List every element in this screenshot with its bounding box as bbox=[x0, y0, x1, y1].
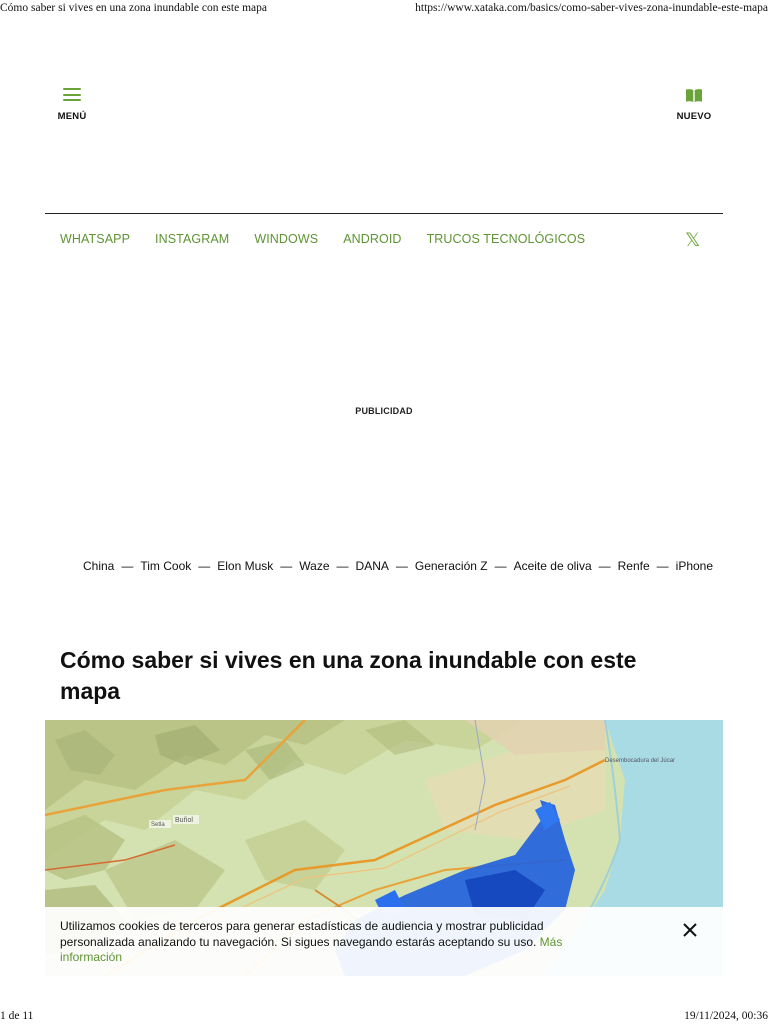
tag-separator: — bbox=[395, 559, 408, 573]
tag-link[interactable]: Renfe bbox=[617, 559, 650, 573]
tag-link[interactable]: iPhone bbox=[675, 559, 714, 573]
map-label-town: Buñol bbox=[175, 817, 193, 824]
menu-button[interactable] bbox=[56, 88, 88, 124]
cookie-message bbox=[60, 919, 620, 966]
tag-separator: — bbox=[598, 559, 611, 573]
category-nav bbox=[60, 232, 610, 246]
map-label-coast: Desembocadura del Júcar bbox=[605, 758, 676, 764]
print-page-number: 1 de 11 bbox=[0, 1010, 34, 1022]
cookie-text: Utilizamos cookies de terceros para generar estadísticas de audiencia y mostrar publicidad personalizada analizando tu navegación. Si sigues navegando estarás aceptando su uso. bbox=[60, 919, 544, 949]
tag-separator: — bbox=[336, 559, 349, 573]
book-icon bbox=[685, 88, 703, 103]
nav-item-instagram[interactable]: INSTAGRAM bbox=[155, 232, 230, 246]
nav-item-whatsapp[interactable]: WHATSAPP bbox=[60, 232, 131, 246]
tag-separator: — bbox=[494, 559, 507, 573]
tag-link[interactable]: Tim Cook bbox=[140, 559, 192, 573]
ad-label: PUBLICIDAD bbox=[355, 406, 413, 416]
tag-link[interactable]: DANA bbox=[355, 559, 389, 573]
trending-tags bbox=[83, 559, 723, 573]
menu-label: MENÚ bbox=[57, 111, 87, 122]
tag-link[interactable]: Generación Z bbox=[414, 559, 488, 573]
tag-link[interactable]: China bbox=[83, 559, 115, 573]
close-icon[interactable] bbox=[681, 921, 699, 939]
tag-link[interactable]: Elon Musk bbox=[217, 559, 274, 573]
x-icon[interactable]: 𝕏 bbox=[685, 229, 701, 251]
tag-separator: — bbox=[198, 559, 211, 573]
print-url: https://www.xataka.com/basics/como-saber-vives-zona-inundable-este-mapa bbox=[415, 2, 768, 14]
tag-separator: — bbox=[656, 559, 669, 573]
print-header bbox=[0, 2, 768, 18]
tag-separator: — bbox=[121, 559, 134, 573]
header-divider bbox=[45, 213, 723, 214]
nuevo-button[interactable] bbox=[674, 88, 714, 124]
cookie-banner bbox=[45, 907, 723, 977]
map-label-town: Setla bbox=[151, 822, 165, 828]
nav-item-trucos[interactable]: TRUCOS TECNOLÓGICOS bbox=[426, 232, 586, 246]
tag-separator: — bbox=[280, 559, 293, 573]
nuevo-label: NUEVO bbox=[676, 111, 712, 122]
tag-link[interactable]: Aceite de oliva bbox=[513, 559, 592, 573]
tag-link[interactable]: Waze bbox=[299, 559, 330, 573]
print-datetime: 19/11/2024, 00:36 bbox=[684, 1010, 768, 1022]
print-page-title: Cómo saber si vives en una zona inundable con este mapa bbox=[0, 2, 267, 14]
nav-item-android[interactable]: ANDROID bbox=[343, 232, 402, 246]
hamburger-icon bbox=[63, 88, 81, 102]
article-title: Cómo saber si vives en una zona inundable con este mapa bbox=[60, 647, 637, 704]
cookie-more-info-link[interactable]: Más información bbox=[60, 934, 563, 964]
nav-item-windows[interactable]: WINDOWS bbox=[254, 232, 319, 246]
